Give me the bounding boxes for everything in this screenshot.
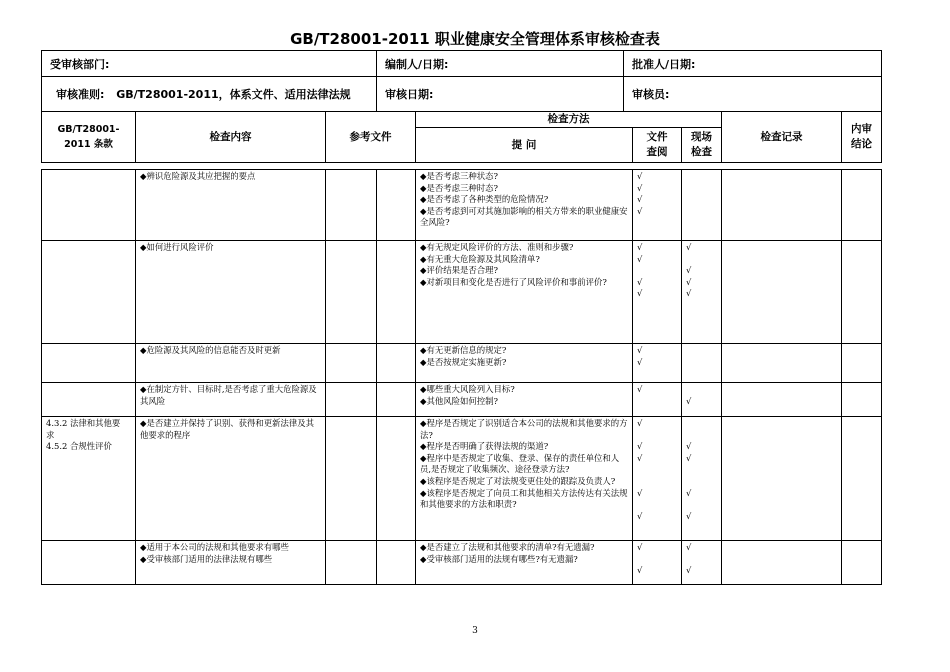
record-cell[interactable] — [722, 417, 842, 541]
question-text: ◆对新项目和变化是否进行了风险评价和事前评价? — [420, 276, 607, 287]
question-text: ◆程序中是否规定了收集、登录、保存的责任单位和人员,是否规定了收集频次、途径登录方法? — [420, 452, 620, 475]
site-check-cell[interactable] — [682, 417, 722, 541]
conclusion-cell[interactable] — [842, 541, 882, 585]
check-mark: √ — [637, 542, 643, 552]
check-mark: √ — [637, 242, 643, 252]
reference-extra-cell[interactable] — [377, 170, 416, 241]
clause-cell — [42, 541, 136, 585]
site-check-cell[interactable] — [682, 383, 722, 417]
check-mark: √ — [637, 510, 643, 521]
approved-label: 批准人/日期: — [632, 57, 696, 71]
reference-cell[interactable] — [326, 541, 377, 585]
question-cell — [416, 170, 633, 241]
question-cell — [416, 417, 633, 541]
clause-cell — [42, 417, 136, 541]
question-text: ◆哪些重大风险列入目标? — [420, 384, 515, 394]
check-mark — [637, 554, 677, 566]
doc-review-cell[interactable] — [633, 344, 682, 383]
conclusion-cell[interactable] — [842, 344, 882, 383]
clause-cell — [42, 241, 136, 344]
check-mark: √ — [637, 452, 643, 463]
site-check-cell[interactable] — [682, 241, 722, 344]
check-mark: √ — [637, 194, 643, 205]
reference-extra-cell[interactable] — [377, 241, 416, 344]
question-text: ◆有无重大危险源及其风险清单? — [420, 253, 540, 264]
question-text: ◆有无更新信息的规定? — [420, 345, 507, 355]
question-text: ◆该程序是否规定了向员工和其他相关方法传达有关法规和其他要求的方法和职责? — [420, 487, 628, 510]
check-mark: √ — [637, 253, 643, 264]
check-mark: √ — [686, 242, 692, 252]
reference-cell[interactable] — [326, 241, 377, 344]
doc-review-cell[interactable] — [633, 170, 682, 241]
check-mark — [686, 384, 717, 396]
check-mark: √ — [637, 565, 643, 576]
check-mark: √ — [686, 265, 692, 276]
check-mark: √ — [686, 542, 692, 552]
reference-cell[interactable] — [326, 344, 377, 383]
check-mark: √ — [686, 288, 692, 299]
content-text: ◆是否建立并保持了识别、获得和更新法律及其他要求的程序 — [140, 418, 314, 440]
prepared-label: 编制人/日期: — [385, 57, 449, 71]
check-mark — [637, 464, 677, 476]
content-text: ◆辨识危险源及其应把握的要点 — [140, 171, 256, 181]
check-mark — [686, 476, 717, 488]
check-mark: √ — [637, 276, 643, 287]
auditor-cell[interactable] — [624, 77, 882, 112]
check-mark — [686, 254, 717, 266]
check-mark — [686, 499, 717, 511]
conclusion-cell[interactable] — [842, 417, 882, 541]
table-row — [42, 241, 882, 344]
approved-cell[interactable] — [624, 51, 882, 77]
check-mark: √ — [686, 565, 692, 576]
check-mark: √ — [686, 395, 692, 406]
check-mark: √ — [637, 205, 643, 216]
prepared-cell[interactable] — [377, 51, 624, 77]
content-cell — [136, 241, 326, 344]
check-mark — [686, 418, 717, 430]
col-method: 检查方法 — [416, 112, 722, 128]
check-mark — [686, 464, 717, 476]
table-row — [42, 383, 882, 417]
col-doc-review: 文件 查阅 — [633, 128, 682, 163]
criteria-cell — [42, 77, 377, 112]
content-cell — [136, 170, 326, 241]
question-text: ◆是否考虑到可对其施加影响的相关方带来的职业健康安全风险? — [420, 205, 628, 228]
check-mark: √ — [686, 452, 692, 463]
check-mark — [686, 430, 717, 442]
col-question: 提 问 — [416, 128, 633, 163]
content-cell — [136, 541, 326, 585]
col-site-check: 现场 检查 — [682, 128, 722, 163]
audit-date-cell[interactable] — [377, 77, 624, 112]
content-text: ◆危险源及其风险的信息能否及时更新 — [140, 345, 281, 355]
question-text: ◆受审核部门适用的法规有哪些?有无遗漏? — [420, 553, 578, 564]
check-mark — [637, 430, 677, 442]
dept-label: 受审核部门: — [50, 57, 110, 71]
question-text: ◆评价结果是否合理? — [420, 265, 498, 276]
page-title: GB/T28001-2011 职业健康安全管理体系审核检查表 — [290, 30, 660, 48]
table-row — [42, 541, 882, 585]
check-mark: √ — [686, 276, 692, 287]
check-mark — [686, 554, 717, 566]
doc-review-cell[interactable] — [633, 383, 682, 417]
check-mark: √ — [637, 182, 643, 193]
check-mark — [637, 476, 677, 488]
page-number: 3 — [472, 626, 478, 636]
table-row — [42, 170, 882, 241]
question-text: ◆是否考虑了各种类型的危险情况? — [420, 194, 549, 205]
clause-text: 4.5.2 合规性评价 — [46, 441, 112, 452]
check-mark: √ — [686, 510, 692, 521]
check-mark: √ — [686, 441, 692, 452]
col-reference: 参考文件 — [326, 112, 416, 163]
site-check-cell[interactable] — [682, 170, 722, 241]
col-conclusion: 内审 结论 — [842, 112, 882, 163]
check-mark: √ — [637, 288, 643, 299]
doc-review-cell[interactable] — [633, 417, 682, 541]
content-cell — [136, 344, 326, 383]
criteria-label: 审核准则: — [56, 88, 105, 101]
col-clause: GB/T28001- 2011 条款 — [42, 112, 136, 163]
site-check-cell[interactable] — [682, 541, 722, 585]
header-table — [41, 50, 882, 112]
conclusion-cell[interactable] — [842, 241, 882, 344]
auditor-label: 审核员: — [632, 88, 670, 101]
dept-cell[interactable] — [42, 51, 377, 77]
record-cell[interactable] — [722, 241, 842, 344]
record-cell[interactable] — [722, 383, 842, 417]
clause-cell — [42, 170, 136, 241]
reference-extra-cell[interactable] — [377, 541, 416, 585]
table-row — [42, 417, 882, 541]
check-mark: √ — [637, 441, 643, 452]
record-cell[interactable] — [722, 170, 842, 241]
conclusion-cell[interactable] — [842, 383, 882, 417]
check-mark: √ — [637, 171, 643, 181]
clause-text: 求 — [46, 429, 55, 440]
content-cell — [136, 383, 326, 417]
check-mark: √ — [637, 487, 643, 498]
reference-cell[interactable] — [326, 170, 377, 241]
question-text: ◆程序是否规定了识别适合本公司的法规和其他要求的方法? — [420, 418, 628, 440]
col-record: 检查记录 — [722, 112, 842, 163]
record-cell[interactable] — [722, 344, 842, 383]
record-cell[interactable] — [722, 541, 842, 585]
content-cell — [136, 417, 326, 541]
check-mark: √ — [637, 384, 643, 394]
question-text: ◆程序是否明确了获得法规的渠道? — [420, 441, 549, 452]
question-text: ◆有无规定风险评价的方法、准则和步骤? — [420, 242, 574, 252]
table-row — [42, 344, 882, 383]
doc-review-cell[interactable] — [633, 541, 682, 585]
conclusion-cell[interactable] — [842, 170, 882, 241]
question-cell — [416, 241, 633, 344]
question-text: ◆是否建立了法规和其他要求的清单?有无遗漏? — [420, 542, 595, 552]
check-mark: √ — [637, 356, 643, 367]
clause-text: 4.3.2 法律和其他要 — [46, 418, 121, 428]
check-mark: √ — [637, 345, 643, 355]
reference-cell[interactable] — [326, 383, 377, 417]
question-text: ◆该程序是否规定了对法规变更住处的跟踪及负责人? — [420, 475, 616, 486]
question-text: ◆是否考虑三种时态? — [420, 182, 498, 193]
content-text: ◆在制定方针、目标时,是否考虑了重大危险源及其风险 — [140, 384, 317, 406]
question-text: ◆是否按规定实施更新? — [420, 356, 507, 367]
question-cell — [416, 541, 633, 585]
check-mark: √ — [686, 487, 692, 498]
content-text: ◆受审核部门适用的法律法规有哪些 — [140, 553, 273, 564]
reference-cell[interactable] — [326, 417, 377, 541]
doc-review-cell[interactable] — [633, 241, 682, 344]
check-mark — [637, 265, 677, 277]
col-content: 检查内容 — [136, 112, 326, 163]
site-check-cell[interactable] — [682, 344, 722, 383]
question-text: ◆其他风险如何控制? — [420, 395, 498, 406]
question-cell — [416, 344, 633, 383]
audit-date-label: 审核日期: — [385, 88, 434, 101]
column-header-table — [41, 111, 882, 163]
check-mark — [637, 499, 677, 511]
check-mark: √ — [637, 418, 643, 428]
question-cell — [416, 383, 633, 417]
criteria-value: GB/T28001-2011，体系文件、适用法律法规 — [116, 88, 351, 101]
content-text: ◆如何进行风险评价 — [140, 242, 214, 252]
clause-cell — [42, 383, 136, 417]
clause-cell — [42, 344, 136, 383]
question-text: ◆是否考虑三种状态? — [420, 171, 498, 181]
reference-extra-cell[interactable] — [377, 417, 416, 541]
reference-extra-cell[interactable] — [377, 344, 416, 383]
content-text: ◆适用于本公司的法规和其他要求有哪些 — [140, 542, 289, 552]
reference-extra-cell[interactable] — [377, 383, 416, 417]
checklist-table — [41, 169, 882, 585]
